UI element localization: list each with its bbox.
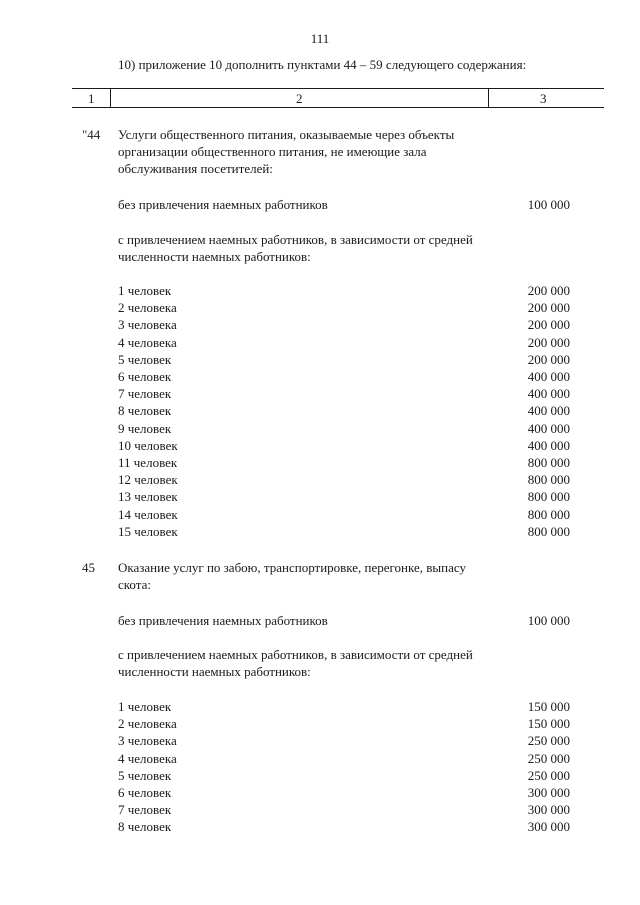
employee-count-label: 5 человек — [118, 351, 172, 367]
table-row — [118, 488, 570, 505]
amount-value: 800 000 — [527, 489, 570, 505]
amount-value: 800 000 — [527, 523, 570, 539]
employee-count-label: 3 человека — [118, 733, 177, 749]
amount-value: 200 000 — [527, 283, 570, 298]
employee-count-label: 9 человек — [118, 420, 172, 436]
amount-value: 300 000 — [527, 802, 570, 818]
table-row — [118, 282, 570, 299]
hire-label: с привлечением наемных работников, в зависимости от средней численности наемных работников: — [118, 647, 473, 679]
amount-value: 200 000 — [527, 300, 570, 316]
header-divider-2 — [488, 88, 489, 108]
amount-value: 400 000 — [527, 403, 570, 419]
employee-count-label: 11 человек — [118, 455, 178, 470]
employee-count-label: 7 человек — [118, 386, 172, 402]
intro-paragraph: 10) приложение 10 дополнить пунктами 44 – 59 следующего содержания: — [118, 57, 527, 72]
employee-count-label: 8 человек — [118, 403, 172, 419]
table-row — [118, 334, 570, 351]
employee-count-label: 7 человек — [118, 802, 172, 818]
amount-value: 200 000 — [527, 317, 570, 333]
amount-value: 800 000 — [527, 506, 570, 522]
amount-value: 150 000 — [527, 716, 570, 732]
table-row — [118, 715, 570, 732]
employee-count-label: 15 человек — [118, 523, 178, 539]
amount-value: 250 000 — [527, 767, 570, 783]
amount-value: 400 000 — [527, 369, 570, 384]
employee-count-label: 4 человека — [118, 750, 177, 766]
table-row — [118, 698, 570, 715]
table-row — [118, 471, 570, 488]
amount-value: 400 000 — [527, 420, 570, 436]
table-row — [118, 523, 570, 540]
item-number: 45 — [82, 560, 95, 575]
table-row — [118, 420, 570, 437]
page-number: 111 — [310, 31, 330, 46]
table-row — [118, 784, 570, 801]
amount-value: 200 000 — [527, 351, 570, 367]
amount-value: 300 000 — [527, 785, 570, 800]
amount-value: 300 000 — [527, 819, 570, 835]
employee-count-label: 1 человек — [118, 699, 172, 714]
header-bottom-rule — [72, 107, 604, 108]
header-divider-1 — [110, 88, 111, 108]
amount-value: 400 000 — [527, 386, 570, 402]
no-hire-value: 100 000 — [527, 613, 570, 628]
table-row — [118, 299, 570, 316]
table-row — [118, 454, 570, 471]
employee-count-label: 6 человек — [118, 369, 172, 384]
table-row — [118, 750, 570, 767]
table-row — [118, 801, 570, 818]
employee-count-label: 4 человека — [118, 334, 177, 350]
item-number: "44 — [82, 127, 101, 142]
employee-count-label: 8 человек — [118, 819, 172, 835]
employee-count-label: 14 человек — [118, 506, 178, 522]
column-header-3: 3 — [540, 91, 547, 106]
column-header-1: 1 — [88, 91, 95, 106]
table-row — [118, 402, 570, 419]
table-row — [118, 368, 570, 385]
hire-label: с привлечением наемных работников, в зависимости от средней численности наемных работников: — [118, 232, 473, 264]
table-row — [118, 351, 570, 368]
no-hire-row — [118, 612, 570, 629]
amount-value: 200 000 — [527, 334, 570, 350]
table-row — [118, 732, 570, 749]
table-row — [118, 316, 570, 333]
amount-value: 250 000 — [527, 750, 570, 766]
employee-count-label: 3 человека — [118, 317, 177, 333]
employee-count-label: 5 человек — [118, 767, 172, 783]
employee-count-label: 2 человека — [118, 300, 177, 316]
no-hire-row — [118, 196, 570, 213]
amount-value: 400 000 — [527, 437, 570, 453]
amount-value: 800 000 — [527, 472, 570, 488]
amount-value: 250 000 — [527, 733, 570, 749]
no-hire-value: 100 000 — [527, 197, 570, 212]
item-title: Оказание услуг по забою, транспортировке, перегонке, выпасу скота: — [118, 560, 466, 592]
employee-count-label: 6 человек — [118, 785, 172, 800]
header-top-rule — [72, 88, 604, 89]
employee-count-label: 13 человек — [118, 489, 178, 505]
table-row — [118, 385, 570, 402]
table-row — [118, 506, 570, 523]
employee-count-label: 1 человек — [118, 283, 172, 298]
employee-count-label: 10 человек — [118, 437, 178, 453]
no-hire-label: без привлечения наемных работников — [118, 197, 328, 212]
no-hire-label: без привлечения наемных работников — [118, 613, 328, 628]
column-header-2: 2 — [296, 91, 303, 106]
item-title: Услуги общественного питания, оказываемые через объекты организации общественного питания, не имеющие зала обслуживания посетителей: — [118, 127, 455, 176]
employee-count-label: 2 человека — [118, 716, 177, 732]
employee-count-label: 12 человек — [118, 472, 178, 488]
table-row — [118, 437, 570, 454]
table-row — [118, 818, 570, 835]
amount-value: 800 000 — [527, 455, 570, 470]
table-row — [118, 767, 570, 784]
amount-value: 150 000 — [527, 699, 570, 714]
